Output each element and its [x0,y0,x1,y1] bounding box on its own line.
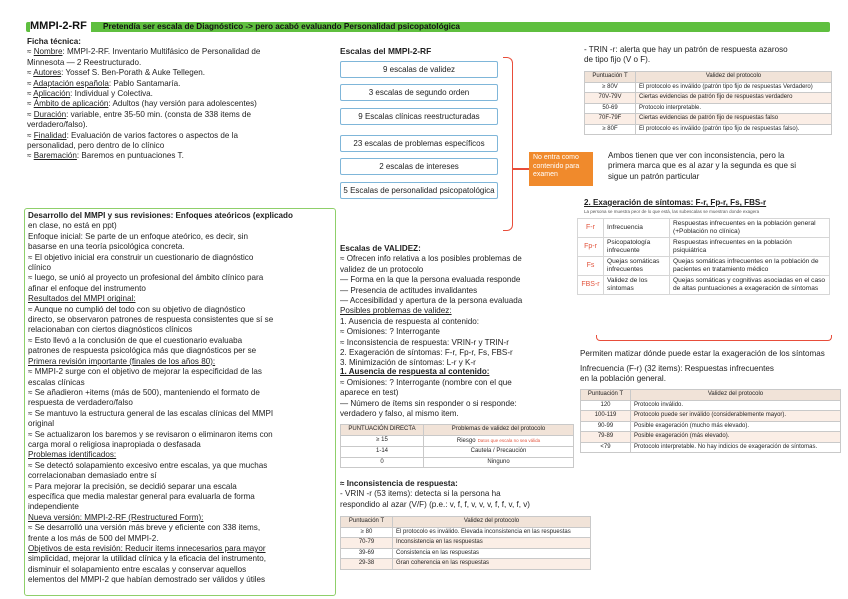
table-cell: ≥ 80 [341,527,393,538]
validez-line: 1. Ausencia de respuesta al contenido: [340,316,480,326]
table-cell: Ciertas evidencias de patrón fijo de respuestas verdadero [636,93,832,104]
desarrollo-line: basarse en una teoría psicológica concreta. [28,242,185,252]
escala-box: 2 escalas de intereses [340,158,498,175]
desarrollo-line: ≈ Se mantuvo la estructura general de las escalas clínicas del MMPI [28,408,274,418]
escalas-heading: Escalas del MMPI-2-RF [340,46,432,56]
desarrollo-line: clínico [28,263,51,273]
table-cell: El protocolo es inválido (patrón tipo fijo de respuestas falso). [636,124,832,135]
inconsistencia-text [340,479,580,510]
desarrollo-line: directo, se observaron patrones de respuesta consistentes que sí se [28,315,274,325]
permiten-text: Permiten matizar dónde puede estar la exageración de los síntomas [580,349,825,358]
ficha-value: : Evaluación de varios factores o aspectos de la [66,130,238,140]
table-cell: 79-89 [581,432,631,443]
table-cell: 100-119 [581,411,631,422]
validez-line: ≈ Inconsistencia de respuesta: VRIN-r y TRIN-r [340,337,509,347]
table-cell: Protocolo puede ser inválido (considerablemente mayor). [631,411,841,422]
table-cell: Inconsistencia en las respuestas [393,538,591,549]
table-cell: 70-79 [341,538,393,549]
infrecuencia-text [580,364,840,385]
escala-box: 23 escalas de problemas específicos [340,135,498,152]
desarrollo-line: ≈ Se desarrolló una versión más breve y eficiente con 338 items, [28,523,261,533]
table-cell: 120 [581,400,631,411]
table-cell: El protocolo es inválido (patrón tipo fijo de respuestas Verdadero) [636,82,832,93]
exageracion-row [578,238,830,257]
exageracion-cell: F-r [578,219,604,238]
ficha-value: Minnesota — 2 Reestructurado. [27,57,142,67]
omisiones-col-1: PUNTUACIÓN DIRECTA [341,425,424,436]
inconsistencia-line: ≈ Inconsistencia de respuesta: [340,479,458,488]
desarrollo-line: específica que media malestar general para evaluarla de forma [28,491,255,501]
exageracion-cell: Fp-r [578,238,604,257]
desarrollo-line: Enfoque inicial: Se parte de un enfoque ateórico, es decir, sin [28,231,249,241]
ficha-value: : Yossef S. Ben-Porath & Auke Tellegen. [61,68,205,78]
desarrollo-line: ≈ Se detectó solapamiento excesivo entre escalas, ya que muchas [28,460,268,470]
validez-line: Posibles problemas de validez: [340,306,452,316]
escala-box: 9 Escalas clínicas reestructuradas [340,108,498,125]
validez-line: ≈ Omisiones: ? Interrogante [340,327,440,337]
omisiones-row [341,447,574,458]
table-row [581,411,841,422]
ficha-line: ≈ Autores: Yossef S. Ben-Porath & Auke Tellegen. [27,68,205,78]
desarrollo-line: ≈ luego, se unió al proyecto un profesional del ámbito clínico para [28,273,264,283]
exageracion-cell: Quejas somáticas infrecuentes [604,257,670,276]
ficha-label: Finalidad [33,130,67,140]
ficha-label: Nombre [33,47,63,57]
vrin-col-2: Validez del protocolo [393,517,591,528]
table-cell: ≥ 80F [585,124,636,135]
infrecuencia-table-wrap [580,389,841,453]
ficha-value: : Adultos (hay versión para adolescentes) [108,99,257,109]
validez-line: 3. Minimización de síntomas: L-r y K-r [340,358,476,368]
ambos-line: sigue un patrón particular [608,171,700,181]
omisiones-line: ≈ Omisiones: ? Interrogante (nombre con el que [340,378,512,387]
escala-box: 3 escalas de segundo orden [340,84,498,101]
infrec-col-1: Puntuación T [581,390,631,401]
desarrollo-line: en clase, no está en ppt) [28,221,117,231]
exageracion-cell: Quejas somáticas infrecuentes en la población de pacientes en tratamiento médico [670,257,830,276]
ambos-text [608,151,842,182]
escala-box: 5 Escalas de personalidad psicopatológica [340,182,498,199]
ficha-line: ≈ Finalidad: Evaluación de varios factores o aspectos de la [27,130,238,140]
table-cell: <79 [581,442,631,453]
omisiones-line: — Número de ítems sin responder o si responde: [340,398,517,408]
table-cell: Protocolo interpretable. [636,103,832,114]
ficha-line: ≈ Baremación: Baremos en puntuaciones T. [27,151,184,161]
ficha-line: ≈ Adaptación española: Pablo Santamaría. [27,78,181,88]
infrec-col-2: Validez del protocolo [631,390,841,401]
table-row [585,93,832,104]
desarrollo-line: ≈ Para mejorar la precisión, se decidió separar una escala [28,481,237,491]
table-cell: 29-38 [341,559,393,570]
ficha-value: : variable, entre 35-50 min. (consta de 338 items de [66,109,252,119]
desarrollo-line: escalas clínicas [28,377,85,387]
ausencia-heading: 1. Ausencia de respuesta al contenido: [340,367,490,376]
desarrollo-line: ≈ Se actualizaron los baremos y se revisaron o eliminaron items con [28,429,273,439]
omisiones-cell [424,457,574,468]
table-cell: El protocolo es inválido. Elevada inconsistencia en las respuestas [393,527,591,538]
desarrollo-line: ≈ El objetivo inicial era construir un cuestionario de diagnóstico [28,252,254,262]
desarrollo-line: original [28,419,55,429]
exageracion-table-wrap [577,218,830,295]
ficha-label: Aplicación [33,89,71,99]
escala-box: 9 escalas de validez [340,61,498,78]
table-cell: Gran coherencia en las respuestas [393,559,591,570]
desarrollo-line: relacionaban con ciertos diagnósticos clínicos [28,325,193,335]
omisiones-cell-text: Riesgo [456,437,476,444]
exageracion-cell: Respuestas infrecuentes en la población psiquiátrica [670,238,830,257]
table-cell: 39-69 [341,548,393,559]
table-row [585,103,832,114]
trin-line: - TRIN -r: alerta que hay un patrón de respuesta azaroso [584,45,788,54]
omisiones-cell: 1-14 [341,447,424,458]
omisiones-cell [424,435,574,447]
exageracion-cell: Quejas somáticas y cognitivas asociadas en el caso de altas puntuaciones a exageración de síntomas [670,276,830,295]
table-cell: Ciertas evidencias de patrón fijo de respuestas falso [636,114,832,125]
table-row [581,421,841,432]
table-row [341,548,591,559]
desarrollo-line: Nueva versión: MMPI-2-RF (Restructured Form): [28,512,204,522]
exageracion-cell: Infrecuencia [604,219,670,238]
exam-note: No entra como contenido para examen [529,152,593,186]
validez-line: Escalas de VALIDEZ: [340,244,421,253]
table-row [585,114,832,125]
desarrollo-line: Resultados del MMPI original: [28,294,136,304]
escalas-bracket [503,57,513,231]
desarrollo-line: ≈ Se añadieron +items (más de 500), manteniendo el formato de [28,387,260,397]
desarrollo-line: patrones de respuesta psicológica más que diagnósticos per se [28,346,257,356]
table-row [585,124,832,135]
desarrollo-line: disminuir el solapamiento entre escalas y conservar aquellos [28,564,247,574]
desarrollo-line: independiente [28,502,79,512]
desarrollo-line: Primera revisión importante (finales de los años 80): [28,356,216,366]
desarrollo-line: Desarrollo del MMPI y sus revisiones: Enfoques ateóricos (explicado [28,211,293,220]
desarrollo-line: elementos del MMPI-2 que habían demostrado ser válidos y útiles [28,575,266,585]
desarrollo-line: frente a los más de 500 del MMPI-2. [28,533,159,543]
exageracion-cell: FBS-r [578,276,604,295]
ficha-label: Adaptación española [33,78,109,88]
ficha-heading: Ficha técnica: [27,37,81,46]
omisiones-cell [424,447,574,458]
table-cell: Posible exageración (más elevado). [631,432,841,443]
riesgo-note: Datos que escala no sea válida [477,437,541,443]
desarrollo-line: correlacionaban demasiado entre sí [28,471,157,481]
vrin-col-1: Puntuación T [341,517,393,528]
exageracion-row [578,257,830,276]
trin-col-2: Validez del protocolo [636,72,832,83]
ficha-lines [27,47,335,161]
table-cell: Protocolo inválido. [631,400,841,411]
desarrollo-line: ≈ MMPI-2 surge con el objetivo de mejorar la especificidad de las [28,367,262,377]
trin-text [584,45,840,66]
validez-line: — Presencia de actitudes invalidantes [340,285,478,295]
exageracion-cell: Validez de los síntomas [604,276,670,295]
ficha-line [27,141,335,151]
desarrollo-line: simplicidad, mejorar la utilidad clínica y la eficacia del instrumento, [28,554,266,564]
inconsistencia-line: - VRIN -r (53 items): detecta si la persona ha [340,489,501,499]
omisiones-col-2: Problemas de validez del protocolo [424,425,574,436]
exageracion-row [578,219,830,238]
ficha-line: ≈ Duración: variable, entre 35-50 min. (consta de 338 items de [27,109,252,119]
ficha-value: : MMPI-2-RF. Inventario Multifásico de Personalidad de [62,47,261,57]
table-cell: Protocolo interpretable. No hay indicios de exageración de síntomas. [631,442,841,453]
trin-line: de tipo fijo (V o F). [584,55,651,65]
infrecuencia-table [580,389,841,453]
ficha-label: Autores [33,68,62,78]
ficha-value: personalidad, pero dentro de lo clínico [27,141,165,151]
exageracion-cell: Psicopatología infrecuente [604,238,670,257]
validez-line: — Accesibilidad y apertura de la persona evaluada [340,296,523,306]
ficha-line: ≈ Ámbito de aplicación: Adultos (hay versión para adolescentes) [27,99,257,109]
trin-table [584,71,832,135]
desarrollo-line: ≈ Aunque no cumplió del todo con su objetivo de diagnóstico [28,304,246,314]
inconsistencia-line: respondido al azar (V/F) (p.e.: v, f, f, v, v, v, f, f, v, f, v) [340,499,530,509]
trin-table-wrap [584,71,832,135]
table-row [585,82,832,93]
validez-line: — Forma en la que la persona evaluada responde [340,275,521,285]
page-subtitle: Pretendía ser escala de Diagnóstico -> pero acabó evaluando Personalidad psicopatológica [103,22,460,31]
table-row [341,527,591,538]
trin-col-1: Puntuación T [585,72,636,83]
infrecuencia-line: Infrecuencia (F-r) (32 items): Respuestas infrecuentes [580,364,774,373]
desarrollo-line: Problemas identificados: [28,450,117,460]
ficha-label: Baremación [33,151,77,161]
table-cell: Posible exageración (mucho más elevado). [631,421,841,432]
desarrollo-line: ≈ Esto llevó a la conclusión de que el cuestionario evaluaba [28,335,243,345]
table-row [341,538,591,549]
desarrollo-text [28,211,334,586]
ficha-tecnica [27,37,335,162]
ficha-line: ≈ Aplicación: Individual y Colectiva. [27,89,153,99]
omisiones-cell-text: Cautela / Precaución [470,448,527,454]
desarrollo-line: carga moral o religiosa inapropiada o desfasada [28,439,201,449]
page-title: MMPI-2-RF [30,20,91,32]
table-cell: 50-69 [585,103,636,114]
validez-line: validez de un protocolo [340,264,424,274]
table-row [581,400,841,411]
omisiones-cell: ≥ 15 [341,435,424,447]
exageracion-cell: Fs [578,257,604,276]
exageracion-subnote: La persona se muestra peor de lo que está, las subescalas se muestran donde exagera [584,209,760,214]
table-cell: 70V-79V [585,93,636,104]
validez-line: ≈ Ofrecen info relativa a los posibles problemas de [340,254,522,264]
table-row [581,432,841,443]
ambos-line: primera marca que es al azar y la segunda es que si [608,161,797,171]
table-row [581,442,841,453]
omisiones-table-wrap [340,424,574,468]
omisiones-row [341,457,574,468]
omisiones-text [340,378,576,420]
ficha-value: verdadero/falso). [27,120,88,130]
exageracion-heading: 2. Exageración de síntomas: F-r, Fp-r, Fs, FBS-r [584,198,767,207]
omisiones-cell: 0 [341,457,424,468]
table-cell: Consistencia en las respuestas [393,548,591,559]
ambos-line: Ambos tienen que ver con inconsistencia, pero la [608,151,785,160]
exageracion-cell: Respuestas infrecuentes en la población general (+Población no clínica) [670,219,830,238]
ficha-line [27,58,335,68]
table-row [341,559,591,570]
ficha-value: : Pablo Santamaría. [108,78,181,88]
ficha-line [27,120,335,130]
validez-line: 2. Exageración de síntomas: F-r, Fp-r, Fs, FBS-r [340,348,513,358]
table-cell: 70F-79F [585,114,636,125]
validez-text [340,244,576,369]
exageracion-table [577,218,830,295]
exageracion-bracket [596,335,832,341]
omisiones-table [340,424,574,468]
vrin-table-wrap [340,516,591,570]
ficha-value: : Baremos en puntuaciones T. [76,151,184,161]
desarrollo-line: afinar el enfoque del instrumento [28,283,146,293]
omisiones-line: aparece en test) [340,388,399,398]
desarrollo-line: Objetivos de esta revisión: Reducir items innecesarios para mayor [28,544,266,553]
omisiones-row [341,435,574,447]
escalas-arrow [513,168,529,170]
ficha-value: : Individual y Colectiva. [70,89,153,99]
table-cell: 90-99 [581,421,631,432]
ficha-label: Ámbito de aplicación [33,99,109,109]
omisiones-cell-text: Ninguno [487,458,510,465]
infrecuencia-line: en la población general. [580,374,666,384]
table-cell: ≥ 80V [585,82,636,93]
desarrollo-line: respuesta de verdadero/falso [28,398,133,408]
ficha-line: ≈ Nombre: MMPI-2-RF. Inventario Multifásico de Personalidad de [27,47,261,57]
omisiones-line: verdadero y falso, al mismo item. [340,409,459,419]
ficha-label: Duración [33,109,67,119]
exageracion-row [578,276,830,295]
vrin-table [340,516,591,570]
